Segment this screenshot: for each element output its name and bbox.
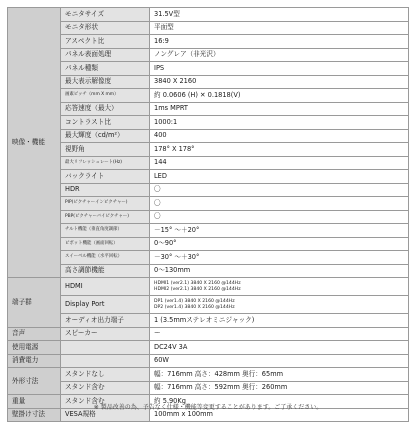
spec-value: 〇 <box>150 210 409 224</box>
spec-value-multi <box>150 296 409 314</box>
spec-row <box>8 102 409 116</box>
spec-value: 1000:1 <box>150 116 409 130</box>
spec-value: 約 5.90Kg <box>150 395 409 409</box>
spec-label <box>61 341 150 355</box>
spec-label: PBP(ピクチャーバイピクチャー) <box>61 210 150 224</box>
spec-label: Display Port <box>61 296 150 314</box>
spec-label: 視野角 <box>61 143 150 157</box>
spec-row <box>8 62 409 76</box>
spec-value-line: DP1 (ver1.4) 3840 X 2160 @144Hz <box>154 299 235 304</box>
spec-value: 60W <box>150 354 409 368</box>
spec-value: LED <box>150 170 409 184</box>
spec-label: 画素ピッチ（mm X mm） <box>61 89 150 103</box>
spec-category: 壁掛け寸法 <box>8 408 61 422</box>
spec-row <box>8 210 409 224</box>
spec-label: スピーカー <box>61 327 150 341</box>
spec-value: 3840 X 2160 <box>150 75 409 89</box>
spec-label: 高さ調節機能 <box>61 264 150 278</box>
spec-value: －15° ～＋20° <box>150 224 409 238</box>
spec-row <box>8 314 409 328</box>
spec-value: 31.5V型 <box>150 8 409 22</box>
spec-value: DC24V 3A <box>150 341 409 355</box>
spec-value: IPS <box>150 62 409 76</box>
spec-label: コントラスト比 <box>61 116 150 130</box>
spec-table <box>7 7 409 422</box>
spec-row <box>8 21 409 35</box>
spec-value: 〇 <box>150 183 409 197</box>
spec-value: －30° ～＋30° <box>150 251 409 265</box>
spec-label: VESA規格 <box>61 408 150 422</box>
spec-row <box>8 327 409 341</box>
spec-table-body <box>8 8 409 422</box>
spec-row <box>8 354 409 368</box>
spec-value: 1 (3.5mmステレオミニジャック) <box>150 314 409 328</box>
spec-row <box>8 75 409 89</box>
spec-value: 1ms MPRT <box>150 102 409 116</box>
spec-value-line: DP2 (ver1.4) 3840 X 2160 @144Hz <box>154 304 235 310</box>
spec-label: スタンド含む <box>61 395 150 409</box>
spec-label: 最大表示解像度 <box>61 75 150 89</box>
spec-label: スタンド含む <box>61 381 150 395</box>
spec-label: 最大リフレッシュレート(Hz) <box>61 156 150 170</box>
spec-row <box>8 296 409 314</box>
spec-label: パネル種類 <box>61 62 150 76</box>
spec-label: オーディオ出力端子 <box>61 314 150 328</box>
spec-label: スタンドなし <box>61 368 150 382</box>
spec-row <box>8 381 409 395</box>
spec-value: 幅：716mm 高さ：592mm 奥行：260mm <box>150 381 409 395</box>
spec-label: スイーベル機能（水平回転） <box>61 251 150 265</box>
spec-label: アスペクト比 <box>61 35 150 49</box>
spec-row <box>8 156 409 170</box>
spec-table-container <box>7 7 409 422</box>
spec-label: ピボット機能（画面回転） <box>61 237 150 251</box>
spec-row <box>8 264 409 278</box>
spec-label: PIP(ピクチャーインピクチャー) <box>61 197 150 211</box>
spec-row <box>8 251 409 265</box>
spec-label: HDR <box>61 183 150 197</box>
spec-row <box>8 278 409 296</box>
spec-label: 応答速度（最大） <box>61 102 150 116</box>
spec-category: 使用電源 <box>8 341 61 355</box>
spec-row <box>8 341 409 355</box>
spec-value: 幅：716mm 高さ：428mm 奥行：65mm <box>150 368 409 382</box>
spec-value: ノングレア（非光沢） <box>150 48 409 62</box>
spec-label: 最大輝度（cd/m²） <box>61 129 150 143</box>
spec-row <box>8 143 409 157</box>
spec-value: 144 <box>150 156 409 170</box>
spec-row <box>8 224 409 238</box>
spec-value-line: HDMI1 (ver2.1) 3840 X 2160 @144Hz <box>154 281 241 286</box>
spec-row <box>8 8 409 22</box>
spec-label: モニタ形状 <box>61 21 150 35</box>
spec-value-multi <box>150 278 409 296</box>
spec-row <box>8 48 409 62</box>
spec-category: 音声 <box>8 327 61 341</box>
spec-value: 100mm x 100mm <box>150 408 409 422</box>
spec-category: 映像・機能 <box>8 8 61 278</box>
spec-label: パネル表面処理 <box>61 48 150 62</box>
spec-value: 約 0.0606 (H) ✕ 0.1818(V) <box>150 89 409 103</box>
spec-row <box>8 237 409 251</box>
spec-category: 外形寸法 <box>8 368 61 395</box>
spec-value: 16:9 <box>150 35 409 49</box>
spec-row <box>8 183 409 197</box>
spec-value: 400 <box>150 129 409 143</box>
spec-category: 消費電力 <box>8 354 61 368</box>
spec-label: バックライト <box>61 170 150 184</box>
spec-row <box>8 35 409 49</box>
spec-value: 平面型 <box>150 21 409 35</box>
spec-label: モニタサイズ <box>61 8 150 22</box>
spec-row <box>8 368 409 382</box>
spec-label <box>61 354 150 368</box>
spec-row <box>8 89 409 103</box>
spec-row <box>8 116 409 130</box>
spec-label: HDMI <box>61 278 150 296</box>
spec-value: 〇 <box>150 197 409 211</box>
footnote: ※ 製品改善の為、予告なく仕様・機能等変更することがあります。ご了承ください。 <box>93 404 323 411</box>
spec-row <box>8 129 409 143</box>
spec-row <box>8 197 409 211</box>
spec-value: 178° X 178° <box>150 143 409 157</box>
spec-value: ー <box>150 327 409 341</box>
spec-value: 0～90° <box>150 237 409 251</box>
spec-category: 端子群 <box>8 278 61 328</box>
spec-value: 0～130mm <box>150 264 409 278</box>
spec-label: チルト機能（垂直角度調節） <box>61 224 150 238</box>
spec-category: 重量 <box>8 395 61 409</box>
spec-value-line: HDMI2 (ver2.1) 3840 X 2160 @144Hz <box>154 286 241 292</box>
spec-row <box>8 170 409 184</box>
